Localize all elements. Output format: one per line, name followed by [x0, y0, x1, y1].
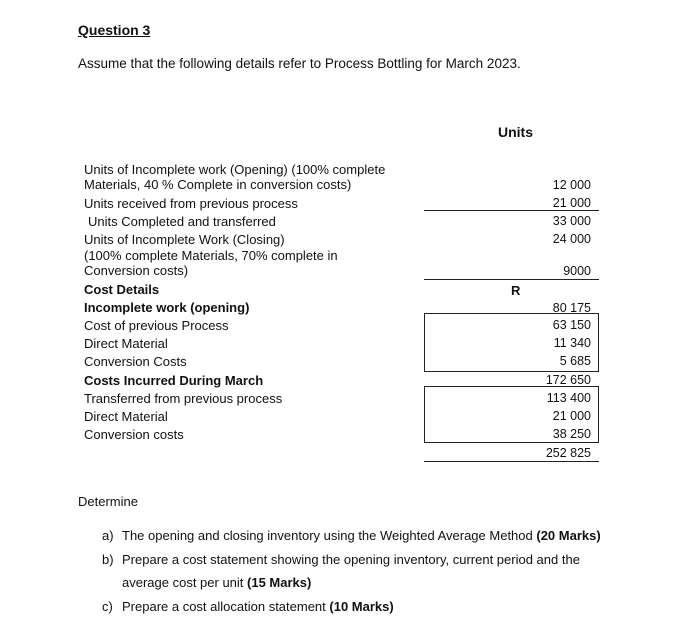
item-b-letter: b): [102, 552, 114, 567]
item-b-text: Prepare a cost statement showing the opening inventory, current period and the: [122, 552, 580, 567]
value-conversion: 5 685: [559, 354, 591, 368]
value-total-units: 33 000: [552, 214, 591, 228]
item-b-text2: average cost per unit (15 Marks): [122, 575, 312, 590]
item-c-letter: c): [102, 599, 113, 614]
item-a-text: The opening and closing inventory using the Weighted Average Method (20 Marks): [122, 528, 601, 543]
value-conversion-2: 38 250: [552, 427, 591, 441]
value-received-units: 21 000: [552, 196, 591, 210]
value-transferred-prev: 113 400: [546, 391, 591, 405]
label-conversion-costs: Conversion Costs: [84, 354, 187, 369]
label-direct-material-2: Direct Material: [84, 409, 168, 424]
label-conversion-costs-2: Conversion costs: [84, 427, 184, 442]
rule-units-subtotal: [424, 210, 599, 211]
label-closing-line2: (100% complete Materials, 70% complete in: [84, 248, 338, 263]
label-direct-material: Direct Material: [84, 336, 168, 351]
label-closing-line3: Conversion costs): [84, 263, 189, 278]
label-completed: Units Completed and transferred: [88, 214, 276, 229]
label-closing-line1: Units of Incomplete Work (Closing): [84, 232, 285, 247]
label-opening-line1: Units of Incomplete work (Opening) (100% complete: [84, 162, 386, 177]
determine-heading: Determine: [78, 494, 138, 509]
item-a-marks: (20 Marks): [536, 528, 601, 543]
value-opening-units: 12 000: [552, 178, 591, 192]
label-costs-incurred: Costs Incurred During March: [84, 373, 264, 388]
intro-text: Assume that the following details refer to Process Bottling for March 2023.: [78, 56, 521, 71]
value-direct-material: 11 340: [553, 336, 591, 350]
label-cost-details: Cost Details: [84, 282, 160, 297]
rule-units-total: [424, 279, 599, 280]
value-incurred-total: 172 650: [545, 373, 591, 387]
value-direct-material-2: 21 000: [552, 409, 591, 423]
item-a-letter: a): [102, 528, 114, 543]
value-completed-units: 24 000: [552, 232, 591, 246]
value-grand-total: 252 825: [545, 446, 591, 460]
rule-grand-total: [424, 461, 599, 462]
label-opening-line2: Materials, 40 % Complete in conversion costs): [84, 177, 352, 192]
value-cost-prev: 63 150: [552, 318, 591, 332]
label-received: Units received from previous process: [84, 196, 298, 211]
label-incomplete-opening: Incomplete work (opening): [84, 300, 250, 315]
label-cost-prev: Cost of previous Process: [84, 318, 229, 333]
item-b-marks: (15 Marks): [247, 575, 312, 590]
question-title: Question 3: [78, 22, 151, 38]
value-closing-units: 9000: [563, 264, 591, 278]
item-c-text: Prepare a cost allocation statement (10 Marks): [122, 599, 394, 614]
value-opening-total: 80 175: [552, 301, 591, 315]
rand-header: R: [511, 283, 521, 298]
label-transferred-prev: Transferred from previous process: [84, 391, 283, 406]
item-c-marks: (10 Marks): [329, 599, 394, 614]
units-header: Units: [498, 124, 533, 140]
